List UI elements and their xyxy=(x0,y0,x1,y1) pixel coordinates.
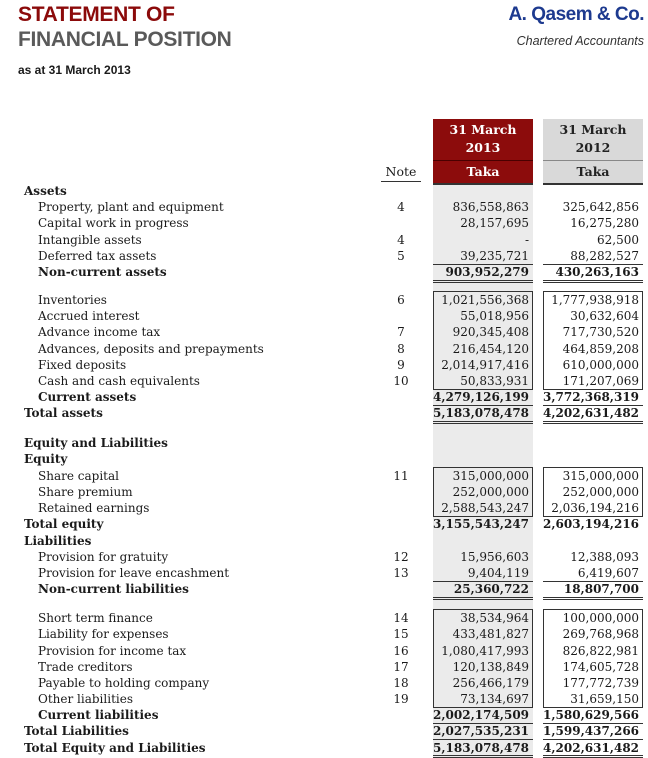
table-row xyxy=(0,248,648,264)
prior-year-unit: Taka xyxy=(543,160,643,185)
rule-line xyxy=(543,421,643,424)
group-box xyxy=(543,291,643,390)
row-value-2013: 216,454,120 xyxy=(452,342,529,356)
row-value-2012: 1,599,437,266 xyxy=(543,724,640,738)
row-label: Fixed deposits xyxy=(38,358,127,372)
row-value-2012: 252,000,000 xyxy=(562,485,639,499)
rule-line xyxy=(433,739,533,740)
row-value-2012: 30,632,604 xyxy=(570,309,639,323)
row-value-2013: 55,018,956 xyxy=(460,309,529,323)
row-value-2013: 50,833,931 xyxy=(460,374,529,388)
rule-line xyxy=(543,723,643,724)
table-row xyxy=(0,199,648,215)
row-value-2013: 920,345,408 xyxy=(452,325,529,339)
row-label: Inventories xyxy=(38,293,107,307)
row-value-2012: 1,580,629,566 xyxy=(543,708,640,722)
row-label: Non-current assets xyxy=(38,265,167,279)
row-value-2013: 252,000,000 xyxy=(452,485,529,499)
row-value-2012: 610,000,000 xyxy=(562,358,639,372)
rule-line xyxy=(433,581,533,582)
table-row xyxy=(0,723,648,739)
row-note: 12 xyxy=(393,550,409,564)
table-row xyxy=(0,264,648,280)
row-note: 6 xyxy=(397,293,405,307)
row-value-2013: 2,002,174,509 xyxy=(433,708,530,722)
row-value-2012: 16,275,280 xyxy=(570,216,639,230)
row-value-2012: 315,000,000 xyxy=(562,469,639,483)
row-label: Non-current liabilities xyxy=(38,582,189,596)
row-value-2012: 325,642,856 xyxy=(562,200,639,214)
row-label: Total equity xyxy=(24,517,104,531)
row-value-2013: 903,952,279 xyxy=(445,265,529,279)
group-box xyxy=(543,467,643,517)
row-note: 17 xyxy=(393,660,409,674)
row-label: Share premium xyxy=(38,485,133,499)
row-value-2012: 1,777,938,918 xyxy=(551,293,639,307)
row-note: 14 xyxy=(393,611,409,625)
group-box xyxy=(433,291,533,390)
table-row xyxy=(0,581,648,597)
row-label: Property, plant and equipment xyxy=(38,200,224,214)
table-row xyxy=(0,549,648,565)
row-value-2013: 3,155,543,247 xyxy=(433,517,530,531)
row-value-2013: 2,014,917,416 xyxy=(441,358,529,372)
row-label: Deferred tax assets xyxy=(38,249,157,263)
table-row xyxy=(0,451,648,467)
rule-line xyxy=(433,280,533,283)
row-value-2012: 717,730,520 xyxy=(562,325,639,339)
row-label: Short term finance xyxy=(38,611,153,625)
row-label: Payable to holding company xyxy=(38,676,210,690)
rule-line xyxy=(433,264,533,265)
row-label: Provision for income tax xyxy=(38,644,187,658)
row-value-2012: 4,202,631,482 xyxy=(543,406,640,420)
row-note: 16 xyxy=(393,644,409,658)
group-box xyxy=(543,609,643,708)
rule-line xyxy=(543,264,643,265)
row-label: Trade creditors xyxy=(38,660,133,674)
rule-line xyxy=(433,597,533,600)
row-note: 13 xyxy=(393,566,409,580)
row-value-2012: 826,822,981 xyxy=(562,644,639,658)
table-row xyxy=(0,565,648,581)
group-box xyxy=(433,609,533,708)
rule-line xyxy=(433,421,533,424)
table-row xyxy=(0,183,648,199)
row-value-2012: 100,000,000 xyxy=(562,611,639,625)
row-note: 15 xyxy=(393,627,409,641)
row-value-2013: 5,183,078,478 xyxy=(433,741,530,755)
row-value-2012: 12,388,093 xyxy=(570,550,639,564)
row-value-2013: 5,183,078,478 xyxy=(433,406,530,420)
rule-line xyxy=(543,597,643,600)
row-note: 7 xyxy=(397,325,405,339)
rule-line xyxy=(433,405,533,406)
row-value-2013: 38,534,964 xyxy=(460,611,529,625)
rule-line xyxy=(543,739,643,740)
title-line-1: STATEMENT OF xyxy=(18,3,175,26)
row-value-2012: 430,263,163 xyxy=(555,265,639,279)
rule-line xyxy=(543,405,643,406)
row-value-2013: 2,027,535,231 xyxy=(433,724,530,738)
rule-line xyxy=(433,723,533,724)
note-column-header: Note xyxy=(381,164,421,182)
row-value-2013: 433,481,827 xyxy=(452,627,529,641)
current-year-header-line2: 2013 xyxy=(465,140,501,155)
row-value-2012: 31,659,150 xyxy=(570,692,639,706)
group-box xyxy=(433,467,533,517)
row-value-2013: 4,279,126,199 xyxy=(433,390,530,404)
row-label: Total Liabilities xyxy=(24,724,129,738)
row-value-2013: 256,466,179 xyxy=(452,676,529,690)
row-value-2012: 174,605,728 xyxy=(562,660,639,674)
row-value-2013: 73,134,697 xyxy=(460,692,529,706)
row-label: Total Equity and Liabilities xyxy=(24,741,206,755)
row-note: 8 xyxy=(397,342,405,356)
row-value-2013: 120,138,849 xyxy=(452,660,529,674)
row-value-2013: - xyxy=(524,233,529,247)
row-value-2013: 315,000,000 xyxy=(452,469,529,483)
rule-line xyxy=(543,280,643,283)
row-value-2012: 6,419,607 xyxy=(577,566,639,580)
firm-name: A. Qasem & Co. xyxy=(508,4,644,25)
table-row xyxy=(0,232,648,248)
row-label: Provision for gratuity xyxy=(38,550,169,564)
row-note: 4 xyxy=(397,200,405,214)
prior-year-header-line2: 2012 xyxy=(575,140,611,155)
row-note: 4 xyxy=(397,233,405,247)
row-value-2012: 177,772,739 xyxy=(562,676,639,690)
row-label: Capital work in progress xyxy=(38,216,189,230)
row-label: Liabilities xyxy=(24,534,92,548)
table-row xyxy=(0,435,648,451)
row-value-2012: 3,772,368,319 xyxy=(543,390,640,404)
row-value-2013: 25,360,722 xyxy=(453,582,529,596)
row-value-2012: 4,202,631,482 xyxy=(543,741,640,755)
row-value-2012: 2,036,194,216 xyxy=(551,501,639,515)
row-note: 18 xyxy=(393,676,409,690)
row-value-2013: 9,404,119 xyxy=(467,566,529,580)
row-label: Assets xyxy=(24,184,67,198)
row-value-2013: 1,021,556,368 xyxy=(441,293,529,307)
row-note: 9 xyxy=(397,358,405,372)
current-year-header xyxy=(433,119,533,160)
table-row xyxy=(0,405,648,421)
row-label: Cash and cash equivalents xyxy=(38,374,200,388)
row-note: 19 xyxy=(393,692,409,706)
row-value-2013: 1,080,417,993 xyxy=(441,644,529,658)
row-label: Advance income tax xyxy=(38,325,161,339)
row-label: Other liabilities xyxy=(38,692,133,706)
table-row xyxy=(0,516,648,532)
row-label: Liability for expenses xyxy=(38,627,169,641)
row-label: Accrued interest xyxy=(38,309,140,323)
row-note: 11 xyxy=(393,469,409,483)
prior-year-header xyxy=(543,119,643,160)
row-value-2013: 2,588,543,247 xyxy=(441,501,529,515)
row-label: Share capital xyxy=(38,469,119,483)
statement-date: as at 31 March 2013 xyxy=(18,63,131,77)
row-label: Provision for leave encashment xyxy=(38,566,230,580)
row-note: 5 xyxy=(397,249,405,263)
row-value-2012: 88,282,527 xyxy=(570,249,639,263)
row-label: Current assets xyxy=(38,390,137,404)
row-note: 10 xyxy=(393,374,409,388)
row-label: Intangible assets xyxy=(38,233,142,247)
prior-year-header-line1: 31 March xyxy=(559,122,627,137)
row-label: Current liabilities xyxy=(38,708,159,722)
current-year-unit: Taka xyxy=(433,160,533,185)
row-value-2013: 28,157,695 xyxy=(460,216,529,230)
table-row xyxy=(0,215,648,231)
row-label: Advances, deposits and prepayments xyxy=(38,342,264,356)
row-value-2013: 39,235,721 xyxy=(460,249,529,263)
table-row xyxy=(0,533,648,549)
row-label: Equity and Liabilities xyxy=(24,436,168,450)
row-value-2013: 836,558,863 xyxy=(452,200,529,214)
row-label: Total assets xyxy=(24,406,103,420)
row-value-2012: 62,500 xyxy=(597,233,639,247)
title-line-2: FINANCIAL POSITION xyxy=(18,28,232,51)
firm-tagline: Chartered Accountants xyxy=(516,34,644,48)
table-row xyxy=(0,707,648,723)
current-year-header-line1: 31 March xyxy=(449,122,517,137)
table-row xyxy=(0,740,648,756)
row-value-2012: 171,207,069 xyxy=(562,374,639,388)
row-value-2013: 15,956,603 xyxy=(460,550,529,564)
row-value-2012: 464,859,208 xyxy=(562,342,639,356)
row-value-2012: 269,768,968 xyxy=(562,627,639,641)
row-label: Equity xyxy=(24,452,68,466)
row-label: Retained earnings xyxy=(38,501,150,515)
rule-line xyxy=(543,581,643,582)
row-value-2012: 2,603,194,216 xyxy=(543,517,640,531)
table-row xyxy=(0,389,648,405)
row-value-2012: 18,807,700 xyxy=(563,582,639,596)
